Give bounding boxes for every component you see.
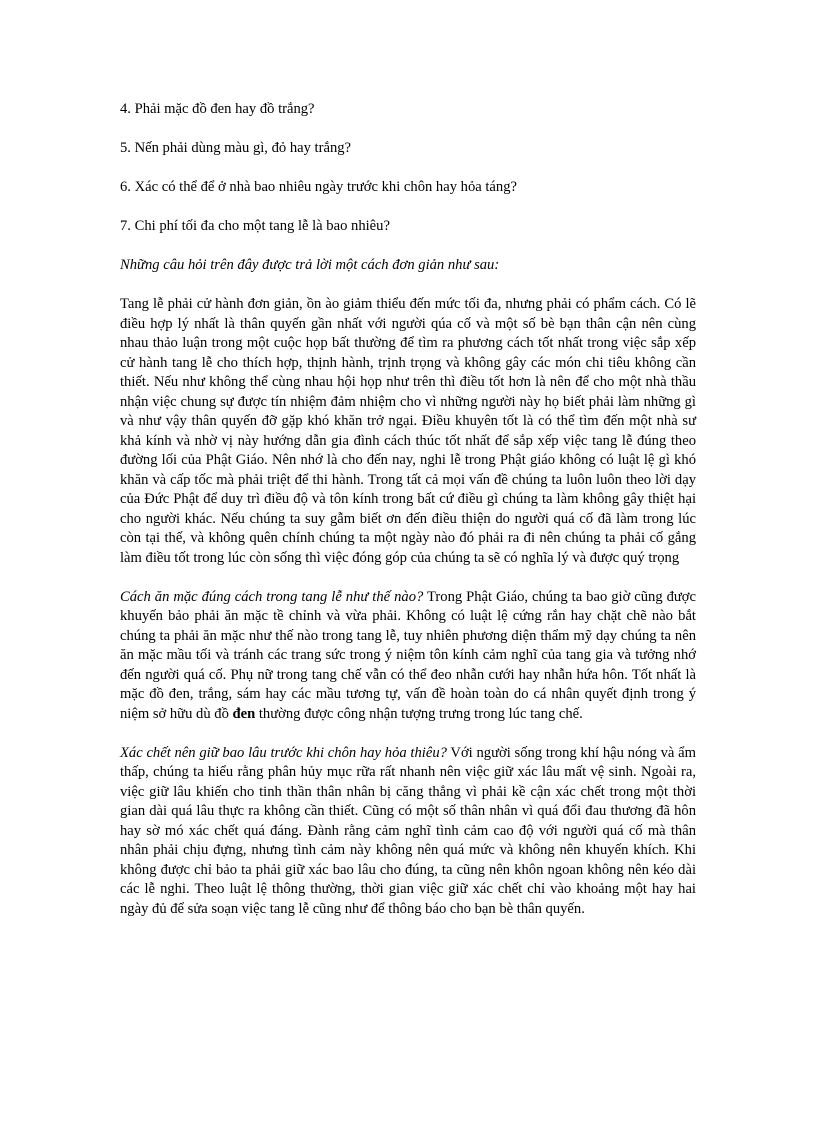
dress-code-bold-word: đen xyxy=(232,705,256,722)
question-5: 5. Nến phải dùng màu gì, đỏ hay trắng? xyxy=(120,140,352,156)
question-4: 4. Phải mặc đồ đen hay đồ trắng? xyxy=(120,101,315,117)
body-keeping-paragraph xyxy=(120,744,696,920)
dress-code-heading: Cách ăn mặc đúng cách trong tang lễ như thế nào? xyxy=(120,588,424,605)
dress-code-text-end: thường được công nhận tượng trưng trong lúc tang chế. xyxy=(255,705,583,722)
funeral-simplicity-paragraph: Tang lễ phải cử hành đơn giản, ồn ào giảm thiểu đến mức tối đa, nhưng phải có phẩm cách. Có lẽ điều hợp lý nhất là thân quyến gần nhất với người qúa cố và một số bè bạn thân cận nên cùng nhau thảo luận trong một cuộc họp bất thường để tìm ra phương cách tốt nhất trong việc sắp xếp cử hành tang lễ cho thích hợp, thịnh hành, trịnh trọng và không gây các món chi tiêu không cần thiết. Nếu như không thể cùng nhau hội họp như trên thì điều tốt hơn là nên để cho một nhà thầu nhận việc chung sự được tín nhiệm đảm nhiệm cho vì những người này họ biết phải làm những gì và như vậy thân quyến đỡ gặp khó khăn trở ngại. Điều khuyên tốt là có thể tìm đến một nhà sư khả kính và nhờ vị này hướng dẫn gia đình cách thúc tốt nhất để sắp xếp việc tang lễ đúng theo đường lối của Phật Giáo. Nên nhớ là cho đến nay, nghi lễ trong Phật giáo không có luật lệ gì khó khăn và cấp tốc mà phải triệt để thi hành. Trong tất cả mọi vấn đề chúng ta luôn luôn theo lời dạy của Đức Phật để duy trì điều độ và tôn kính trong bất cứ điều gì chúng ta làm không gây thiệt hại cho người khác. Nếu chúng ta suy gẫm biết ơn đến điều thiện do người quá cố đã làm trong lúc còn tại thế, và không quên chính chúng ta một ngày nào đó phải ra đi nên chúng ta phải cố gắng làm điều tốt trong lúc còn sống thì việc đóng góp của chúng ta sẽ có nghĩa lý và được quý trọng xyxy=(120,296,696,566)
dress-code-text: Trong Phật Giáo, chúng ta bao giờ cũng được khuyến bảo phải ăn mặc tề chỉnh và vừa phải. Không có luật lệ cứng rắn hay chặt chẽ nào bắt chúng ta phải ăn mặc như thế nào trong tang lễ, tuy nhiên phương diện thẩm mỹ dạy chúng ta nên ăn mặc mầu tối và tránh các trang sức trong ý niệm tôn kính cảm nghĩ của tang gia và tưởng nhớ đến người quá cố. Phụ nữ trong tang chế vẫn có thể đeo nhẫn cưới hay nhẫn hứa hôn. Tốt nhất là mặc đồ đen, trắng, sám hay các mầu tương tự, vấn đề hoàn toàn do cá nhân quyết định trong ý niệm sở hữu dù đồ xyxy=(120,588,696,722)
dress-code-paragraph xyxy=(120,588,696,725)
question-6: 6. Xác có thể để ở nhà bao nhiêu ngày trước khi chôn hay hỏa táng? xyxy=(120,179,517,195)
question-7: 7. Chi phí tối đa cho một tang lễ là bao nhiêu? xyxy=(120,218,390,234)
document-page xyxy=(120,100,696,919)
answers-intro: Những câu hỏi trên đây được trả lời một cách đơn giản như sau: xyxy=(120,257,500,273)
body-keeping-heading: Xác chết nên giữ bao lâu trước khi chôn hay hỏa thiêu? xyxy=(120,744,447,761)
body-keeping-text: Với người sống trong khí hậu nóng và ẩm thấp, chúng ta hiểu rằng phân hủy mục rữa rất nhanh nên việc giữ xác lâu mất vệ sinh. Ngoài ra, việc giữ lâu khiến cho tinh thần thân nhân bị căng thẳng vì phải kề cận xác chết trong một thời gian dài quá lâu thực ra không cần thiết. Cũng có một số thân nhân vì quá đổi đau thương đã hôn hay sờ mó xác chết quá đáng. Đành rằng cảm nghĩ tình cảm cao độ với người quá cố mà thân nhân phải chịu đựng, nhưng tình cảm này không nên quá mức và không nên khuyến khích. Khi không được chỉ bảo ta phải giữ xác bao lâu cho đúng, ta cũng nên khôn ngoan không nên kéo dài các lễ nghi. Theo luật lệ thông thường, thời gian việc giữ xác chết chỉ vào khoảng một hay hai ngày đủ để sửa soạn việc tang lễ cũng như để thông báo cho bạn bè thân quyến. xyxy=(120,744,696,917)
